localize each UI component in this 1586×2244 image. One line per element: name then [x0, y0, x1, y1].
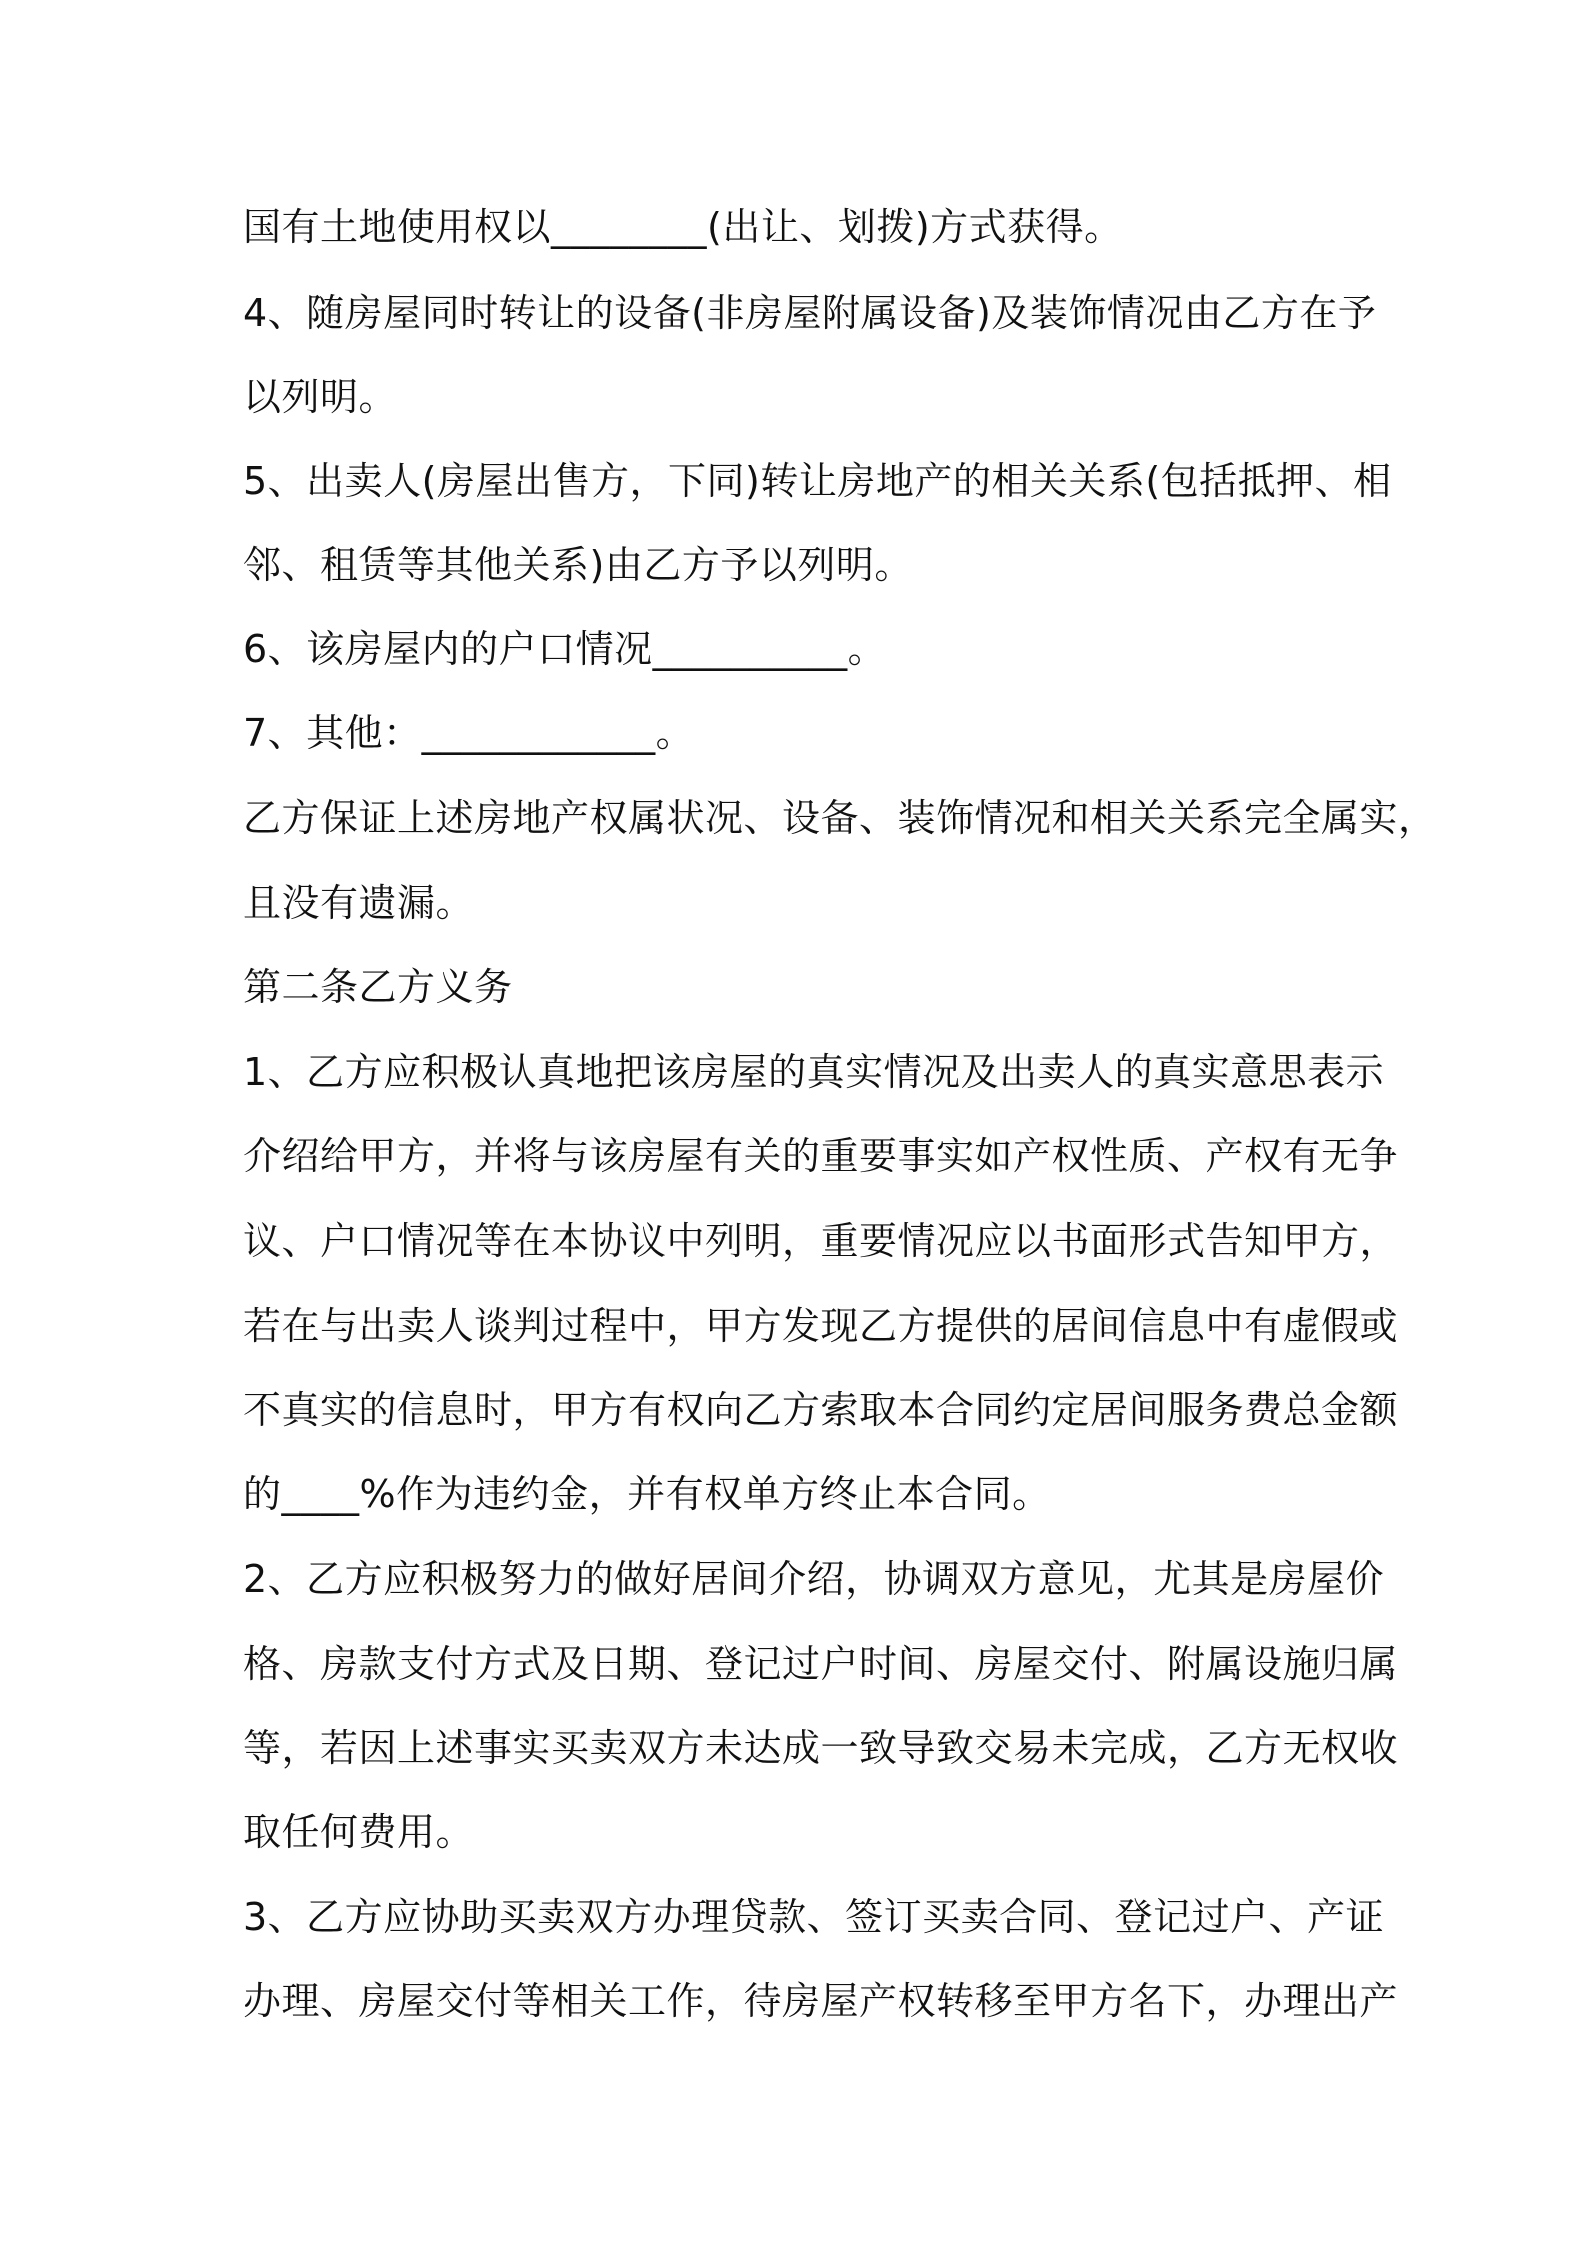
- text-line: 若在与出卖人谈判过程中，甲方发现乙方提供的居间信息中有虚假或: [243, 1304, 1399, 1348]
- text-line: 介绍给甲方，并将与该房屋有关的重要事实如产权性质、产权有无争: [243, 1134, 1399, 1178]
- text-line: 的____%作为违约金，并有权单方终止本合同。: [243, 1472, 1051, 1516]
- text-line: 取任何费用。: [243, 1810, 475, 1854]
- text-line: 议、户口情况等在本协议中列明，重要情况应以书面形式告知甲方，: [243, 1219, 1399, 1263]
- text-line: 1、乙方应积极认真地把该房屋的真实情况及出卖人的真实意思表示: [243, 1050, 1385, 1094]
- text-line: 3、乙方应协助买卖双方办理贷款、签订买卖合同、登记过户、产证: [243, 1895, 1385, 1939]
- text-line: 等，若因上述事实买卖双方未达成一致导致交易未完成，乙方无权收: [243, 1726, 1399, 1770]
- text-line: 7、其他：____________。: [243, 711, 695, 755]
- text-line: 邻、租赁等其他关系)由乙方予以列明。: [243, 543, 913, 587]
- text-line: 以列明。: [243, 375, 398, 419]
- text-line: 乙方保证上述房地产权属状况、设备、装饰情况和相关关系完全属实，: [243, 796, 1437, 840]
- text-line: 办理、房屋交付等相关工作，待房屋产权转移至甲方名下，办理出产: [243, 1979, 1399, 2023]
- text-line: 2、乙方应积极努力的做好居间介绍，协调双方意见，尤其是房屋价: [243, 1557, 1385, 1601]
- text-line: 国有土地使用权以________(出让、划拨)方式获得。: [243, 205, 1123, 249]
- text-line: 格、房款支付方式及日期、登记过户时间、房屋交付、附属设施归属: [243, 1642, 1399, 1686]
- text-line: 6、该房屋内的户口情况__________。: [243, 627, 887, 671]
- text-line: 5、出卖人(房屋出售方，下同)转让房地产的相关关系(包括抵押、相: [243, 459, 1392, 503]
- text-line: 不真实的信息时，甲方有权向乙方索取本合同约定居间服务费总金额: [243, 1388, 1399, 1432]
- text-line: 且没有遗漏。: [243, 881, 475, 925]
- section-heading: 第二条乙方义务: [243, 965, 513, 1009]
- text-line: 4、随房屋同时转让的设备(非房屋附属设备)及装饰情况由乙方在予: [243, 291, 1377, 335]
